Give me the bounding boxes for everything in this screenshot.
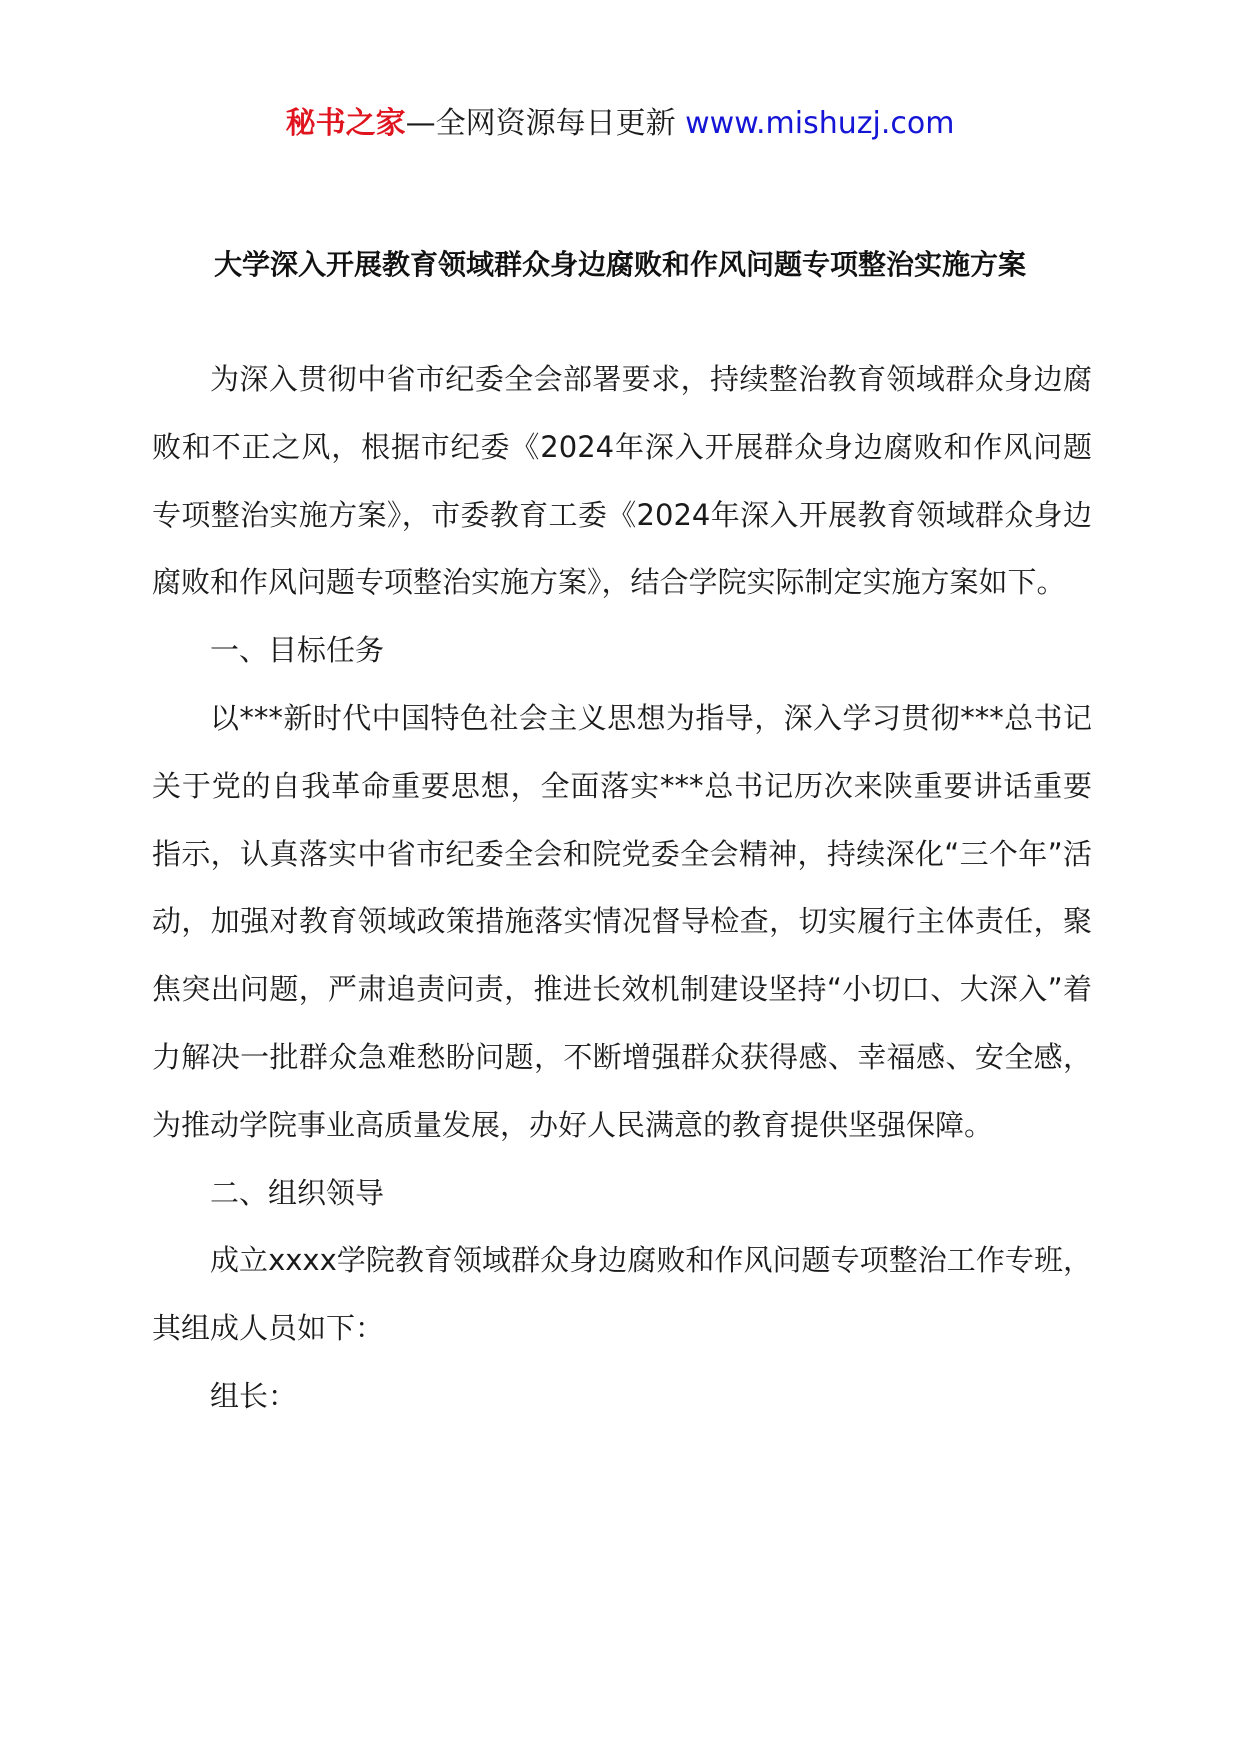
organization-paragraph: 成立xxxx学院教育领域群众身边腐败和作风问题专项整治工作专班，其组成人员如下： — [152, 1243, 1092, 1346]
intro-paragraph: 为深入贯彻中省市纪委全会部署要求，持续整治教育领域群众身边腐败和不正之风，根据市纪委《2024年深入开展群众身边腐败和作风问题专项整治实施方案》，市委教育工委《2024年深入开展教育领域群众身边腐败和作风问题专项整治实施方案》，结合学院实际制定实施方案如下。 — [152, 362, 1092, 600]
brand-name: 秘书之家 — [285, 106, 406, 141]
group-leader-line: 组长： — [210, 1378, 298, 1413]
document-body — [152, 346, 1092, 1431]
site-header — [0, 102, 1240, 146]
header-tagline: —全网资源每日更新 — [405, 106, 676, 141]
section-heading-organization: 二、组织领导 — [210, 1175, 385, 1210]
document-title: 大学深入开展教育领域群众身边腐败和作风问题专项整治实施方案 — [213, 248, 1026, 281]
site-url-link[interactable]: www.mishuzj.com — [685, 106, 955, 141]
section-heading-goals: 一、目标任务 — [210, 633, 385, 668]
goals-paragraph: 以***新时代中国特色社会主义思想为指导，深入学习贯彻***总书记关于党的自我革命重要思想，全面落实***总书记历次来陕重要讲话重要指示，认真落实中省市纪委全会和院党委全会精神，持续深化“三个年”活动，加强对教育领域政策措施落实情况督导检查，切实履行主体责任，聚焦突出问题，严肃追责问责，推进长效机制建设坚持“小切口、大深入”着力解决一批群众急难愁盼问题，不断增强群众获得感、幸福感、安全感，为推动学院事业高质量发展，办好人民满意的教育提供坚强保障。 — [152, 700, 1092, 1142]
